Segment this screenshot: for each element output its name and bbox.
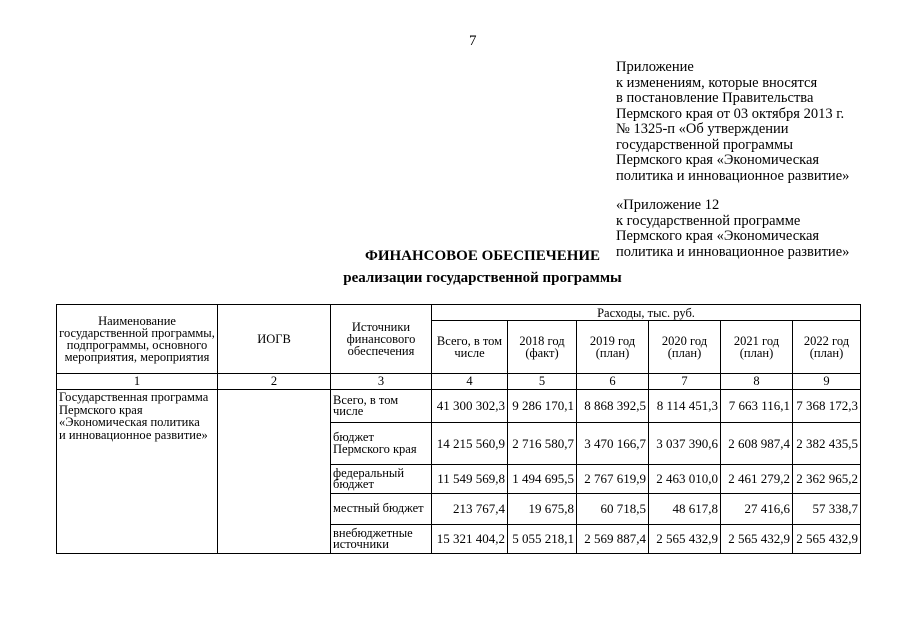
value-cell: 8 868 392,5	[577, 390, 649, 423]
value-cell: 2 362 965,2	[793, 465, 861, 494]
value-cell: 8 114 451,3	[649, 390, 721, 423]
value-cell: 7 663 116,1	[721, 390, 793, 423]
program-name-line: Государственная программа	[59, 390, 209, 404]
appendix-line: Пермского края «Экономическая	[616, 152, 820, 168]
value-cell: 213 767,4	[432, 494, 508, 525]
value-cell: 14 215 560,9	[432, 423, 508, 465]
value-cell: 60 718,5	[577, 494, 649, 525]
value-cell: 2 569 887,4	[577, 525, 649, 554]
column-number: 9	[793, 374, 861, 390]
value-cell: 2 463 010,0	[649, 465, 721, 494]
column-number: 4	[432, 374, 508, 390]
column-number: 1	[57, 374, 218, 390]
value-cell: 1 494 695,5	[508, 465, 577, 494]
program-iogv	[218, 390, 331, 554]
header-2018: 2018 год (факт)	[508, 321, 577, 374]
header-2020: 2020 год (план)	[649, 321, 721, 374]
value-cell: 2 767 619,9	[577, 465, 649, 494]
value-cell: 19 675,8	[508, 494, 577, 525]
header-sources: Источники финансового обеспечения	[331, 305, 432, 374]
value-cell: 2 716 580,7	[508, 423, 577, 465]
value-cell: 2 565 432,9	[721, 525, 793, 554]
column-number: 5	[508, 374, 577, 390]
table-row	[57, 390, 861, 423]
appendix-line: Пермского края «Экономическая	[616, 228, 820, 244]
appendix-line: № 1325-п «Об утверждении	[616, 121, 789, 137]
value-cell: 5 055 218,1	[508, 525, 577, 554]
appendix-line: Пермского края от 03 октября 2013 г.	[616, 105, 845, 122]
header-2019: 2019 год (план)	[577, 321, 649, 374]
appendix-line: политика и инновационное развитие»	[616, 243, 850, 260]
value-cell: 57 338,7	[793, 494, 861, 525]
value-cell: 9 286 170,1	[508, 390, 577, 423]
value-cell: 48 617,8	[649, 494, 721, 525]
appendix-line: политика и инновационное развитие»	[616, 167, 850, 184]
source-cell: бюджет Пермского края	[331, 423, 432, 465]
program-name-line: и инновационное развитие»	[59, 427, 208, 442]
value-cell: 27 416,6	[721, 494, 793, 525]
header-name: Наименование государственной программы, подпрограммы, основного мероприятия, мероприятия	[57, 305, 218, 374]
source-cell: местный бюджет	[331, 494, 432, 525]
appendix-line: к изменениям, которые вносятся	[616, 74, 818, 91]
header-iogv: ИОГВ	[218, 305, 331, 374]
value-cell: 3 037 390,6	[649, 423, 721, 465]
appendix-line: «Приложение 12	[616, 197, 720, 213]
source-cell: Всего, в том числе	[331, 390, 432, 423]
program-name-line: Пермского края	[59, 402, 143, 417]
value-cell: 2 565 432,9	[649, 525, 721, 554]
value-cell: 7 368 172,3	[793, 390, 861, 423]
page-number: 7	[469, 33, 477, 49]
value-cell: 41 300 302,3	[432, 390, 508, 423]
value-cell: 2 608 987,4	[721, 423, 793, 465]
value-cell: 11 549 569,8	[432, 465, 508, 494]
value-cell: 2 565 432,9	[793, 525, 861, 554]
appendix-line: Приложение	[616, 59, 694, 75]
document-subtitle: реализации государственной программы	[343, 270, 622, 286]
header-expenses: Расходы, тыс. руб.	[432, 305, 861, 321]
column-number: 3	[331, 374, 432, 390]
appendix-line: в постановление Правительства	[616, 90, 814, 106]
program-name	[57, 390, 218, 554]
column-number: 6	[577, 374, 649, 390]
financing-table	[56, 304, 861, 554]
column-number: 7	[649, 374, 721, 390]
source-cell: внебюджетные источники	[331, 525, 432, 554]
header-total: Всего, в том числе	[432, 321, 508, 374]
appendix-header	[616, 60, 849, 260]
value-cell: 2 382 435,5	[793, 423, 861, 465]
appendix-line: к государственной программе	[616, 212, 801, 229]
source-cell: федеральный бюджет	[331, 465, 432, 494]
column-number: 8	[721, 374, 793, 390]
appendix-line: государственной программы	[616, 136, 793, 153]
document-title: ФИНАНСОВОЕ ОБЕСПЕЧЕНИЕ	[364, 248, 601, 264]
value-cell: 15 321 404,2	[432, 525, 508, 554]
header-2021: 2021 год (план)	[721, 321, 793, 374]
program-name-line: «Экономическая политика	[59, 415, 200, 429]
value-cell: 2 461 279,2	[721, 465, 793, 494]
header-2022: 2022 год (план)	[793, 321, 861, 374]
column-number: 2	[218, 374, 331, 390]
value-cell: 3 470 166,7	[577, 423, 649, 465]
